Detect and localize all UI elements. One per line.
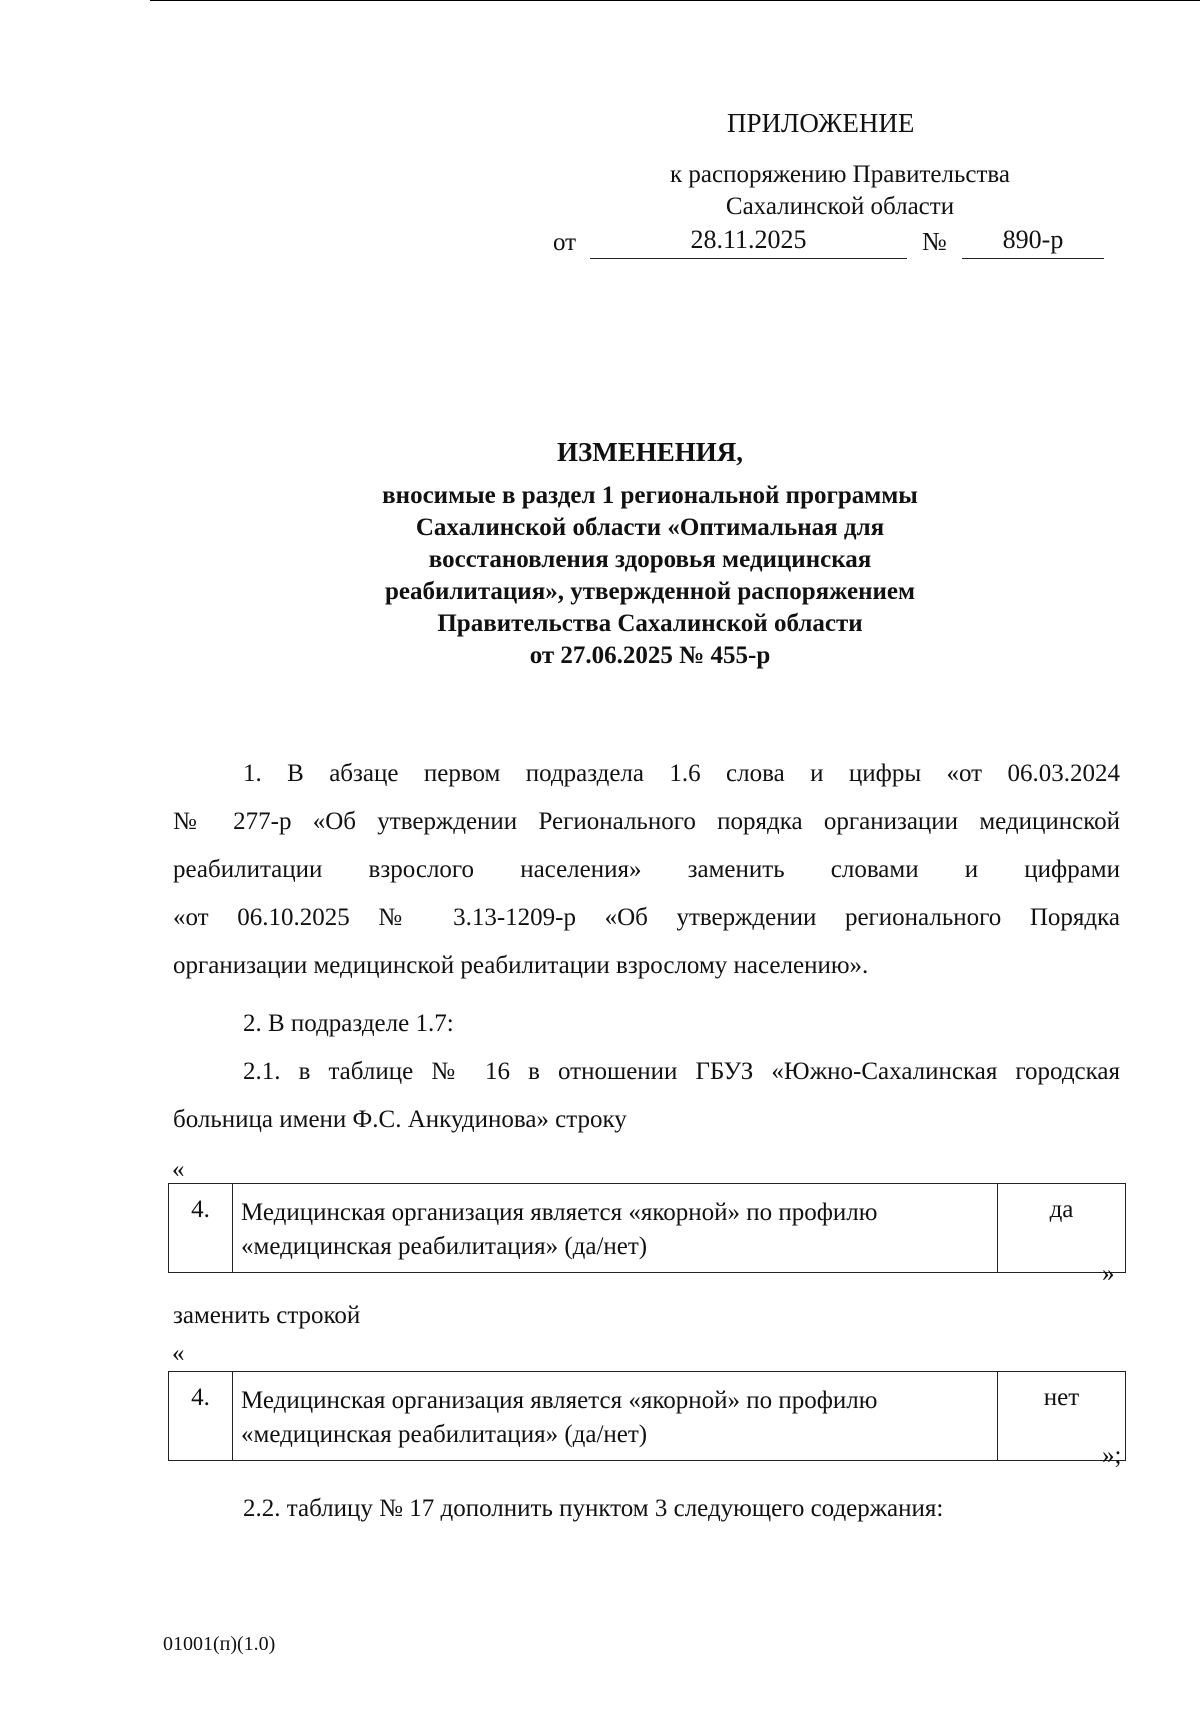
row-value: да (998, 1184, 1126, 1273)
footer-form-code: 01001(п)(1.0) (163, 1633, 276, 1655)
replace-label: заменить строкой (173, 1302, 361, 1329)
open-quote: « (172, 1340, 185, 1367)
paragraph-2: 2. В подразделе 1.7: (243, 1010, 454, 1037)
paragraph-1-line: 1. В абзаце первом подраздела 1.6 слова и цифры «от 06.03.2024 (243, 760, 1120, 787)
paragraph-2-1-line: больница имени Ф.С. Анкудинова» строку (173, 1106, 627, 1133)
changes-heading: ИЗМЕНЕНИЯ, (556, 437, 743, 467)
changes-subheading (290, 480, 1010, 672)
header-line-1: к распоряжению Правительства (669, 161, 1010, 188)
table-row (169, 1372, 1126, 1461)
paragraph-1-line: «от 06.10.2025 № 3.13-1209-р «Об утверждении регионального Порядка (173, 904, 1120, 931)
subheading-line: восстановления здоровья медицинская (428, 546, 872, 573)
paragraph-2-2: 2.2. таблицу № 17 дополнить пунктом 3 следующего содержания: (243, 1495, 944, 1522)
row-description: Медицинская организация является «якорной» по профилю «медицинская реабилитация» (да/нет) (233, 1184, 998, 1273)
subheading-line: реабилитация», утвержденной распоряжением (384, 578, 916, 605)
row-description: Медицинская организация является «якорной» по профилю «медицинская реабилитация» (да/нет) (233, 1372, 998, 1461)
close-quote-semicolon: »; (1102, 1442, 1122, 1469)
date-from-label: от (553, 229, 577, 256)
subheading-line: от 27.06.2025 № 455-р (529, 642, 771, 669)
paragraph-1-line: реабилитации взрослого населения» заменить словами и цифрами (173, 856, 1120, 883)
header-line-2: Сахалинской области (725, 193, 955, 220)
table-row (169, 1184, 1126, 1273)
subheading-line: Сахалинской области «Оптимальная для (415, 514, 885, 541)
document-number: 890-р (962, 225, 1104, 259)
close-quote: » (1102, 1260, 1115, 1287)
new-row-table (168, 1371, 1126, 1461)
row-number: 4. (169, 1372, 233, 1461)
open-quote: « (172, 1156, 185, 1183)
top-border-line (150, 0, 1200, 1)
paragraph-2-1-line: 2.1. в таблице № 16 в отношении ГБУЗ «Южно-Сахалинская городская (243, 1058, 1120, 1085)
subheading-line: Правительства Сахалинской области (437, 610, 863, 637)
appendix-title: ПРИЛОЖЕНИЕ (727, 108, 915, 138)
old-row-table (168, 1183, 1126, 1273)
paragraph-1-line: № 277-р «Об утверждении Регионального порядка организации медицинской (173, 808, 1120, 835)
row-number: 4. (169, 1184, 233, 1273)
number-label: № (922, 227, 947, 256)
paragraph-1-line: организации медицинской реабилитации взрослому населению». (173, 952, 869, 979)
document-date: 28.11.2025 (590, 225, 907, 259)
row-value: нет (998, 1372, 1126, 1461)
subheading-line: вносимые в раздел 1 региональной программы (382, 482, 918, 509)
